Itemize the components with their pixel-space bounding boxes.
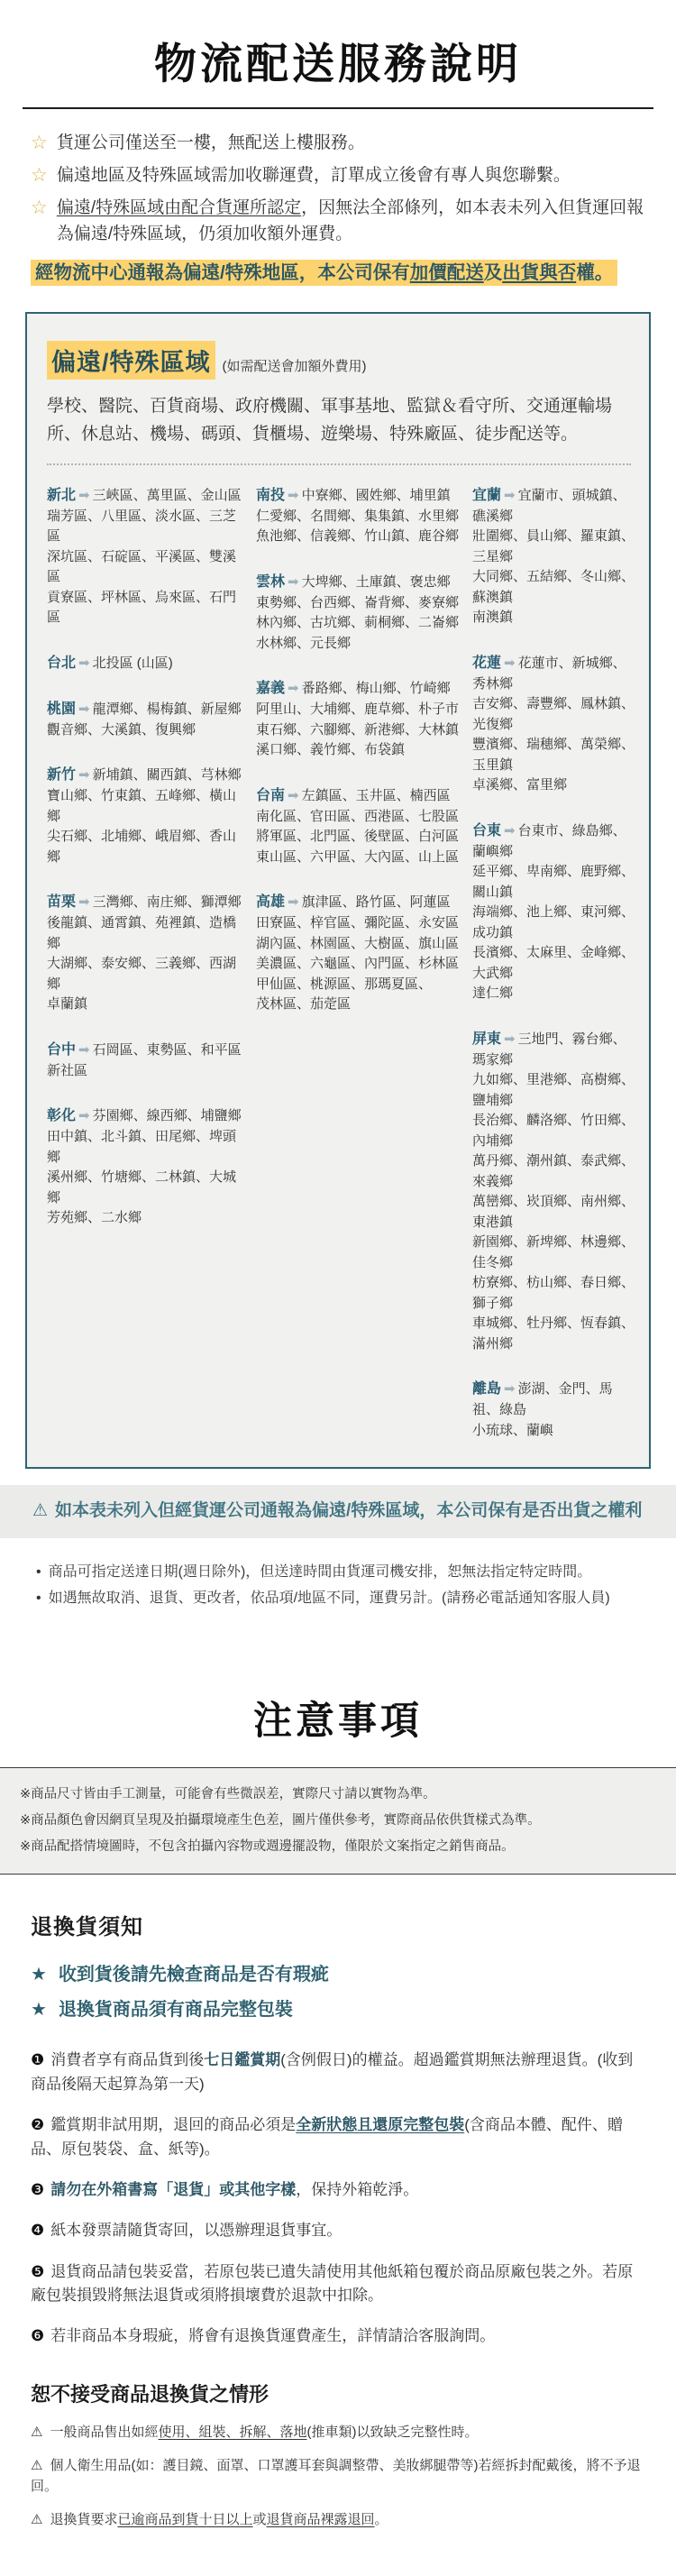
region-label: 彰化 (47, 1108, 77, 1124)
text-segment: 消費者享有商品貨到後 (50, 2051, 205, 2069)
returns-item (31, 2324, 645, 2348)
number-badge-icon: ❶ (31, 2051, 45, 2069)
warning-icon: ⚠ (32, 1501, 49, 1521)
shipping-note (31, 196, 645, 248)
gold-star-icon: ☆ (31, 164, 48, 186)
bullet-icon: • (36, 1563, 41, 1580)
text-segment: ，因無法全部條列，如本表未列入但貨運回報為偏遠/特殊區域，仍須加收額外運費。 (56, 197, 644, 243)
returns-item (31, 2260, 645, 2308)
region-group: 台北 ➡ 北投區 (山區) (47, 655, 173, 671)
highlight-text (31, 260, 617, 286)
page (0, 31, 676, 2531)
disclaimer-line: ※商品尺寸皆由手工測量，可能會有些微誤差，實際尺寸請以實物為準。 (20, 1787, 436, 1802)
text-segment: 出貨與否 (502, 261, 577, 283)
text-segment: 若非商品本身瑕疵，將會有退換貨運費產生，詳情請洽客服詢問。 (50, 2327, 496, 2345)
region-label: 南投 (256, 487, 286, 503)
region-group: 離島 ➡ 澎湖、金門、馬祖、綠島 小琉球、蘭嶼 (472, 1381, 613, 1438)
shipping-rights-strip (0, 1485, 676, 1538)
dotted-divider (47, 463, 631, 465)
shipping-rights-text: 如本表未列入但經貨運公司通報為偏遠/特殊區域，本公司保有是否出貨之權利 (55, 1501, 643, 1521)
warning-icon: ⚠ (31, 2512, 43, 2528)
arrow-right-icon: ➡ (78, 1108, 90, 1124)
region-group: 新北 ➡ 三峽區、萬里區、金山區 瑞芳區、八里區、淡水區、三芝區 深坑區、石碇區、平溪區、雙溪區 貢寮區、坪林區、烏來區、石門區 (47, 487, 242, 626)
shipping-note-text (57, 163, 571, 189)
region-label: 新竹 (47, 767, 77, 784)
text-segment: (含商品本體、配件、贈品、原包裝袋、盒、紙等)。 (31, 2116, 623, 2158)
text-segment: 加價配送 (409, 261, 484, 283)
region-group: 台東 ➡ 台東市、綠島鄉、蘭嶼鄉 延平鄉、卑南鄉、鹿野鄉、關山鎮 海端鄉、池上鄉、東河鄉、成功鎮 長濱鄉、太麻里、金峰鄉、大武鄉 達仁鄉 (472, 822, 635, 1002)
arrow-right-icon: ➡ (78, 655, 90, 671)
region-label: 屏東 (472, 1031, 502, 1047)
text-segment: 偏遠/特殊區域由配合貨運所認定 (56, 197, 302, 217)
region-group: 嘉義 ➡ 番路鄉、梅山鄉、竹崎鄉 阿里山、大埔鄉、鹿草鄉、朴子市 東石鄉、六腳鄉、新港鄉、大林鎮 溪口鄉、義竹鄉、布袋鎮 (256, 681, 460, 758)
region-label: 台南 (256, 787, 286, 803)
region-label: 宜蘭 (472, 487, 502, 503)
region-label: 雲林 (256, 573, 286, 590)
returns-highlight (31, 1995, 645, 2025)
title-divider (23, 107, 653, 109)
returns-item (31, 2113, 645, 2161)
text-segment: 或 (252, 2512, 267, 2528)
arrow-right-icon: ➡ (288, 573, 299, 590)
text-segment: 使用、組裝、拆解、落地 (158, 2424, 307, 2440)
delivery-notes-list (36, 1560, 640, 1612)
returns-highlights (31, 1960, 645, 2025)
returns-item (31, 2219, 645, 2242)
text-segment: ，保持外箱乾淨。 (296, 2180, 419, 2198)
region-group: 屏東 ➡ 三地門、霧台鄉、瑪家鄉 九如鄉、里港鄉、高樹鄉、鹽埔鄉 長治鄉、麟洛鄉、竹田鄉、內埔鄉 萬丹鄉、潮州鎮、泰武鄉、來義鄉 萬巒鄉、崁頂鄉、南州鄉、東港鎮 新園鄉、新埤鄉、林邊鄉、佳冬鄉 枋寮鄉、枋山鄉、春日鄉、獅子鄉 車城鄉、牡丹鄉、恆春鎮、滿州鄉 (472, 1031, 635, 1352)
text-segment: 已逾商品到貨十日以上 (117, 2512, 253, 2528)
region-group: 桃園 ➡ 龍潭鄉、楊梅鎮、新屋鄉 觀音鄉、大溪鎮、復興鄉 (47, 701, 242, 738)
number-badge-icon: ❹ (31, 2222, 45, 2240)
returns-title: 退換貨須知 (31, 1915, 143, 1940)
delivery-note (36, 1560, 640, 1586)
gold-star-icon: ☆ (31, 133, 48, 153)
remote-area-box-header (47, 341, 636, 380)
region-group: 高雄 ➡ 旗津區、路竹區、阿蓮區 田寮區、梓官區、彌陀區、永安區 湖內區、林園區、大樹區、旗山區 美濃區、六龜區、內門區、杉林區 甲仙區、桃源區、那瑪夏區、 茂林區、茄萣區 (256, 894, 460, 1013)
no-returns-title: 恕不接受商品退換貨之情形 (31, 2382, 269, 2406)
text-segment: 經物流中心通報為偏遠/特殊地區，本公司保有 (35, 261, 410, 283)
remote-area-description: 學校、醫院、百貨商場、政府機關、軍事基地、監獄＆看守所、交通運輸場所、休息站、機場、碼頭、貨櫃場、遊樂場、特殊廠區、徒步配送等。 (47, 397, 613, 445)
arrow-right-icon: ➡ (78, 894, 90, 911)
arrow-right-icon: ➡ (504, 487, 516, 503)
number-badge-icon: ❸ (31, 2180, 45, 2198)
region-group: 彰化 ➡ 芬園鄉、線西鄉、埔鹽鄉 田中鎮、北斗鎮、田尾鄉、埤頭鄉 溪州鄉、竹塘鄉、二林鎮、大城鄉 芳苑鄉、二水鄉 (47, 1108, 242, 1226)
region-column-1 (47, 485, 249, 1466)
region-group: 台南 ➡ 左鎮區、玉井區、楠西區 南化區、官田區、西港區、七股區 將軍區、北門區、後壁區、白河區 東山區、六甲區、大內區、山上區 (256, 787, 460, 865)
region-label: 桃園 (47, 701, 77, 717)
text-segment: 鑑賞期非試用期，退回的商品必須是 (50, 2116, 297, 2134)
returns-highlight-text: 退換貨商品須有商品完整包裝 (58, 2000, 293, 2021)
shipping-note (31, 163, 645, 189)
region-group: 雲林 ➡ 大埤鄉、土庫鎮、褒忠鄉 東勢鄉、台西鄉、崙背鄉、麥寮鄉 林內鄉、古坑鄉、莿桐鄉、二崙鄉 水林鄉、元長鄉 (256, 573, 460, 651)
region-group: 花蓮 ➡ 花蓮市、新城鄉、秀林鄉 吉安鄉、壽豐鄉、鳳林鎮、光復鄉 豐濱鄉、瑞穗鄉、萬榮鄉、玉里鎮 卓溪鄉、富里鄉 (472, 655, 635, 793)
teal-star-icon: ★ (31, 1965, 47, 1985)
region-label: 離島 (472, 1381, 502, 1398)
region-label: 苗栗 (47, 894, 77, 911)
region-label: 高雄 (256, 894, 286, 911)
region-group: 苗栗 ➡ 三灣鄉、南庄鄉、獅潭鄉 後龍鎮、通霄鎮、苑裡鎮、造橋鄉 大湖鄉、泰安鄉、三義鄉、西湖鄉 卓蘭鎮 (47, 894, 242, 1013)
no-returns-item (31, 2422, 645, 2443)
text-segment: 請勿在外箱書寫「退貨」或其他字樣 (50, 2180, 297, 2198)
shipping-note-text (57, 196, 645, 248)
disclaimer-line: ※商品配搭情境圖時，不包含拍攝內容物或週邊擺設物，僅限於文案指定之銷售商品。 (20, 1839, 515, 1855)
page-title: 物流配送服務說明 (154, 41, 522, 88)
attention-title: 注意事項 (253, 1701, 423, 1744)
remote-area-title-note: (如需配送會加額外費用) (222, 359, 367, 375)
text-segment: (推車類)以致缺乏完整性時。 (306, 2424, 479, 2440)
returns-highlight-text: 收到貨後請先檢查商品是否有瑕疵 (58, 1965, 329, 1985)
delivery-note (36, 1586, 640, 1612)
arrow-right-icon: ➡ (504, 822, 516, 839)
warning-icon: ⚠ (31, 2424, 43, 2440)
text-segment: 個人衛生用品(如：護目鏡、面罩、口罩護耳套與調整帶、美妝綁腿帶等)若經拆封配戴後，將不予退回。 (31, 2457, 641, 2495)
number-badge-icon: ❺ (31, 2262, 45, 2280)
arrow-right-icon: ➡ (504, 655, 516, 671)
arrow-right-icon: ➡ (288, 894, 299, 911)
arrow-right-icon: ➡ (78, 487, 90, 503)
text-segment: 。 (374, 2512, 388, 2528)
arrow-right-icon: ➡ (504, 1031, 516, 1047)
arrow-right-icon: ➡ (288, 487, 299, 503)
no-returns-item (31, 2455, 645, 2498)
returns-highlight (31, 1960, 645, 1990)
arrow-right-icon: ➡ (78, 767, 90, 784)
text-segment: 偏遠地區及特殊區域需加收聯運費，訂單成立後會有專人與您聯繫。 (56, 165, 571, 185)
no-returns-item (31, 2509, 645, 2530)
returns-items-list (31, 2049, 645, 2348)
highlighted-policy-note (31, 260, 645, 288)
text-segment: 貨運公司僅送至一樓，無配送上樓服務。 (56, 133, 365, 152)
region-group: 台中 ➡ 石岡區、東勢區、和平區 新社區 (47, 1041, 242, 1078)
shipping-note-text (57, 131, 365, 157)
text-segment: (含例假日)的權益。超過鑑賞期無法辦理退貨。(收到商品後隔天起算為第一天) (31, 2051, 634, 2093)
arrow-right-icon: ➡ (78, 1041, 90, 1058)
text-segment: 及 (483, 261, 503, 283)
arrow-right-icon: ➡ (504, 1381, 516, 1398)
region-column-3 (472, 485, 636, 1466)
text-segment: 全新狀態且還原完整包裝 (296, 2116, 465, 2134)
shipping-notes-list (31, 131, 645, 248)
region-label: 花蓮 (472, 655, 502, 671)
region-grid (47, 485, 636, 1466)
bullet-icon: • (36, 1590, 41, 1606)
region-label: 台東 (472, 822, 502, 839)
number-badge-icon: ❷ (31, 2116, 45, 2134)
returns-item (31, 2049, 645, 2096)
disclaimer-line: ※商品顏色會因網頁呈現及拍攝環境產生色差，圖片僅供參考，實際商品依供貨樣式為準。 (20, 1813, 541, 1829)
region-group: 宜蘭 ➡ 宜蘭市、頭城鎮、礁溪鄉 壯圍鄉、員山鄉、羅東鎮、三星鄉 大同鄉、五結鄉、冬山鄉、蘇澳鎮 南澳鎮 (472, 487, 635, 626)
returns-item (31, 2178, 645, 2202)
teal-star-icon: ★ (31, 2000, 47, 2021)
text-segment: 紙本發票請隨貨寄回，以憑辦理退貨事宜。 (50, 2222, 343, 2240)
region-label: 嘉義 (256, 681, 286, 697)
region-group: 新竹 ➡ 新埔鎮、關西鎮、芎林鄉 寶山鄉、竹東鎮、五峰鄉、橫山鄉 尖石鄉、北埔鄉、峨眉鄉、香山鄉 (47, 767, 242, 865)
text-segment: 七日鑑賞期 (204, 2051, 281, 2069)
delivery-note-text: 商品可指定送達日期(週日除外)，但送達時間由貨運司機安排，恕無法指定特定時間。 (48, 1563, 592, 1580)
shipping-note (31, 131, 645, 157)
region-column-2 (256, 485, 465, 1466)
arrow-right-icon: ➡ (288, 787, 299, 803)
arrow-right-icon: ➡ (288, 681, 299, 697)
no-returns-list (31, 2422, 645, 2531)
region-label: 台北 (47, 655, 77, 671)
arrow-right-icon: ➡ (78, 701, 90, 717)
text-segment: 一般商品售出如經 (50, 2424, 159, 2440)
text-segment: 權。 (576, 261, 614, 283)
remote-area-box (25, 312, 651, 1469)
warning-icon: ⚠ (31, 2457, 43, 2473)
gold-star-icon: ☆ (31, 197, 48, 218)
delivery-note-text: 如遇無故取消、退貨、更改者，依品項/地區不同，運費另計。(請務必電話通知客服人員) (48, 1590, 610, 1606)
text-segment: 退貨商品請包裝妥當，若原包裝已遺失請使用其他紙箱包覆於商品原廠包裝之外。若原廠包裝損毀將無法退貨或須將損壞費於退款中扣除。 (31, 2262, 634, 2304)
remote-area-title: 偏遠/特殊區域 (47, 341, 215, 380)
disclaimer-box (0, 1767, 676, 1875)
number-badge-icon: ❻ (31, 2327, 45, 2345)
region-label: 台中 (47, 1041, 77, 1058)
text-segment: 退貨商品裸露退回 (266, 2512, 375, 2528)
region-label: 新北 (47, 487, 77, 503)
text-segment: 退換貨要求 (50, 2512, 118, 2528)
region-group: 南投 ➡ 中寮鄉、國姓鄉、埔里鎮 仁愛鄉、名間鄉、集集鎮、水里鄉 魚池鄉、信義鄉、竹山鎮、鹿谷鄉 (256, 487, 460, 545)
